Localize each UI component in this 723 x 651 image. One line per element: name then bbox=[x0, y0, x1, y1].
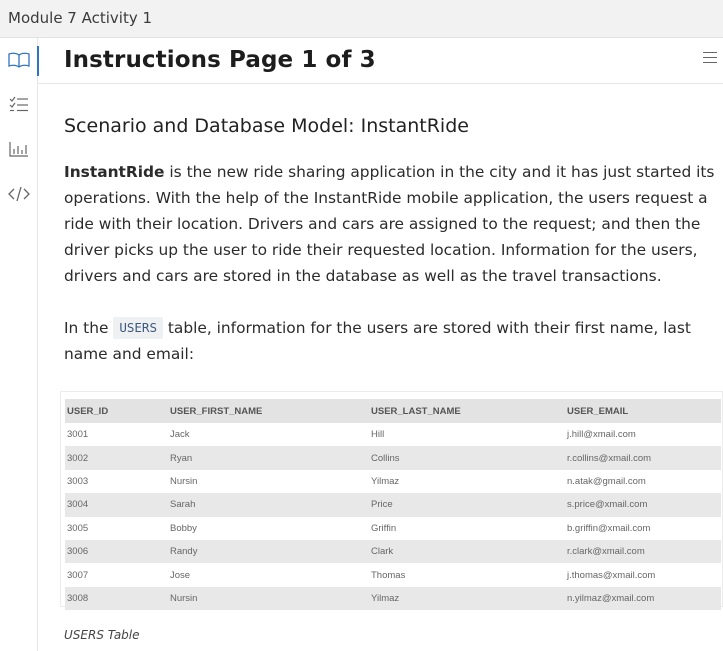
table-row: 3002 Ryan Collins r.collins@xmail.com bbox=[65, 446, 721, 469]
intro-text: is the new ride sharing application in the city and it has just started its operations. With the help of the InstantRide mobile application, the users request a ride with their location. Drivers and cars are assigned to the request; and then the driver picks up the user to ride their requested location. Information for the users, drivers and cars are stored in the database as well as the travel transactions. bbox=[64, 163, 715, 285]
table-row: 3003 Nursin Yilmaz n.atak@gmail.com bbox=[65, 470, 721, 493]
window-title: Module 7 Activity 1 bbox=[8, 9, 153, 27]
book-icon bbox=[8, 52, 30, 68]
users-code: USERS bbox=[113, 317, 163, 339]
sidebar bbox=[0, 38, 38, 651]
menu-icon bbox=[703, 52, 717, 53]
column-header: USER_FIRST_NAME bbox=[168, 399, 369, 423]
users-table-image bbox=[60, 391, 723, 607]
table-row: 3006 Randy Clark r.clark@xmail.com bbox=[65, 540, 721, 563]
sidebar-item-instructions[interactable] bbox=[0, 40, 38, 80]
title-bar bbox=[0, 0, 723, 38]
page-header bbox=[38, 38, 723, 84]
app-name: InstantRide bbox=[64, 163, 165, 181]
column-header: USER_LAST_NAME bbox=[369, 399, 565, 423]
page-title: Instructions Page 1 of 3 bbox=[64, 47, 376, 73]
intro-paragraph bbox=[64, 159, 723, 289]
column-header: USER_EMAIL bbox=[565, 399, 721, 423]
table-row: 3008 Nursin Yilmaz n.yilmaz@xmail.com bbox=[65, 587, 721, 610]
chart-icon bbox=[9, 141, 29, 157]
sidebar-item-tasks[interactable] bbox=[0, 84, 38, 124]
table-row: 3007 Jose Thomas j.thomas@xmail.com bbox=[65, 563, 721, 586]
column-header: USER_ID bbox=[65, 399, 168, 423]
users-table bbox=[65, 399, 721, 610]
users-paragraph: In the USERS table, information for the users are stored with their first name, last name and email: bbox=[64, 319, 691, 363]
table-header-row bbox=[65, 399, 721, 423]
table-row: 3001 Jack Hill j.hill@xmail.com bbox=[65, 423, 721, 446]
checklist-icon bbox=[9, 96, 29, 112]
table-row: 3005 Bobby Griffin b.griffin@xmail.com bbox=[65, 517, 721, 540]
sidebar-item-code[interactable] bbox=[0, 174, 38, 214]
table-row: 3004 Sarah Price s.price@xmail.com bbox=[65, 493, 721, 516]
sidebar-item-results[interactable] bbox=[0, 129, 38, 169]
menu-button[interactable] bbox=[703, 52, 717, 66]
table-caption: USERS Table bbox=[64, 628, 140, 642]
section-heading: Scenario and Database Model: InstantRide bbox=[64, 115, 469, 137]
code-icon bbox=[8, 186, 30, 202]
